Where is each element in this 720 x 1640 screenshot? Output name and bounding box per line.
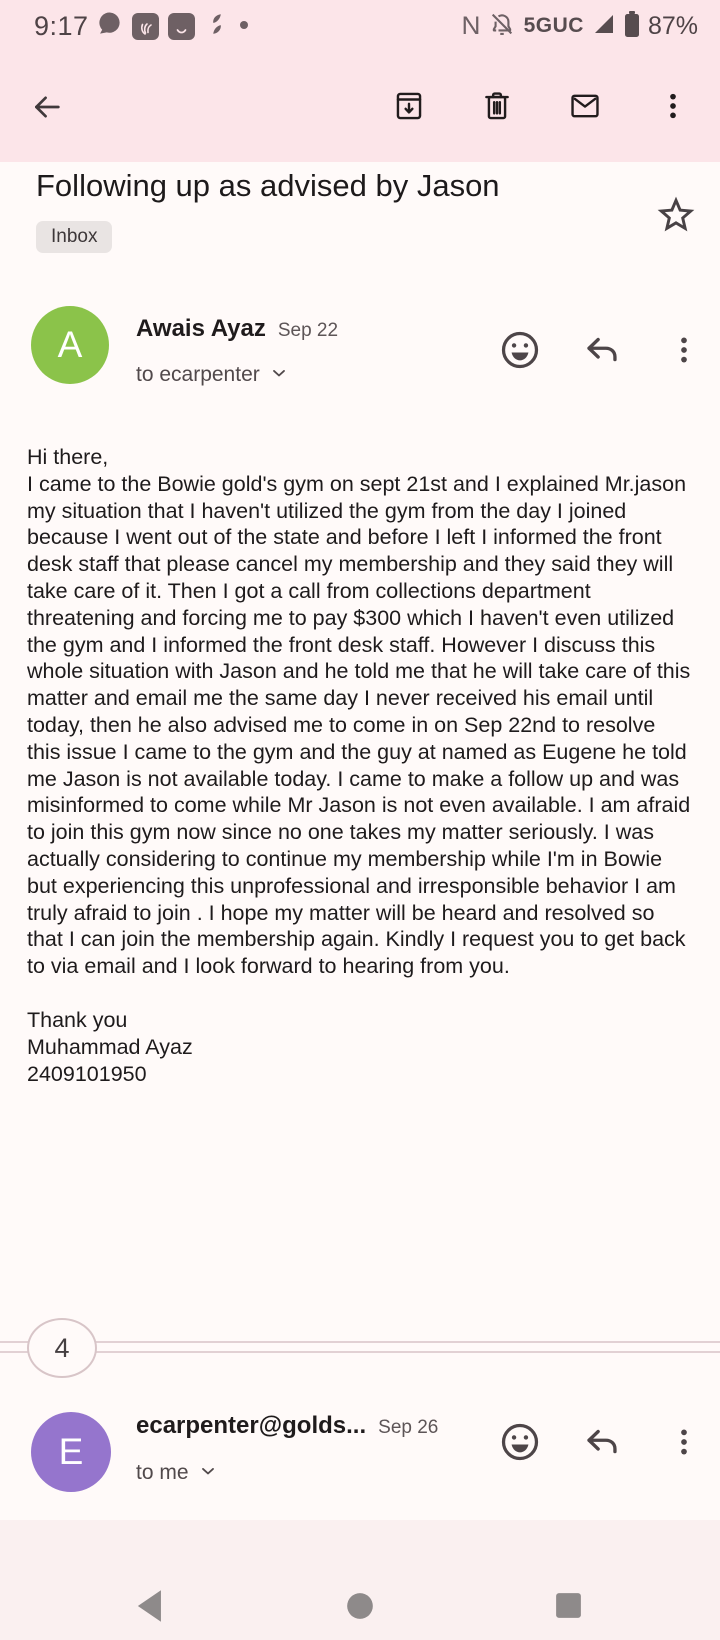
emoji-reaction-button[interactable] xyxy=(496,1420,544,1468)
nfc-icon: N xyxy=(461,11,481,40)
collapsed-divider-line xyxy=(0,1341,720,1343)
system-status-icons xyxy=(462,0,698,52)
battery-icon xyxy=(624,10,640,43)
emoji-reaction-icon xyxy=(497,327,543,378)
signature-block xyxy=(27,1007,694,1087)
delete-button[interactable] xyxy=(473,82,521,130)
bag-notification-icon xyxy=(168,13,195,40)
archive-icon xyxy=(392,89,426,123)
clock: 9:17 xyxy=(34,11,89,41)
emoji-reaction-button[interactable] xyxy=(496,328,544,376)
signature-phone: 2409101950 xyxy=(27,1061,147,1086)
subject-title: Following up as advised by Jason xyxy=(36,168,500,203)
network-type-label: 5GUC xyxy=(523,14,584,37)
sender-name: Awais Ayaz xyxy=(136,315,266,342)
recipient-row[interactable] xyxy=(136,1458,218,1487)
reply-icon xyxy=(581,1421,623,1468)
message-actions xyxy=(496,328,708,376)
message-actions xyxy=(496,1420,708,1468)
collapsed-messages-button[interactable] xyxy=(27,1318,97,1378)
overflow-menu-icon xyxy=(666,332,702,373)
star-button[interactable] xyxy=(652,192,700,240)
recipient-text: to ecarpenter xyxy=(136,362,260,386)
recipient-row[interactable] xyxy=(136,360,289,389)
nav-home-icon xyxy=(346,1592,374,1625)
overflow-menu-icon xyxy=(666,1424,702,1465)
chevron-down-icon xyxy=(269,360,289,389)
message-overflow-button[interactable] xyxy=(660,1420,708,1468)
battery-percent-label: 87% xyxy=(647,11,698,40)
nav-recents-icon xyxy=(555,1592,582,1624)
archive-button[interactable] xyxy=(385,82,433,130)
avatar-letter: E xyxy=(58,1431,84,1472)
nav-recents-button[interactable] xyxy=(540,1580,596,1636)
inbox-label-text: Inbox xyxy=(51,226,98,247)
notification-overflow-dot xyxy=(239,17,249,35)
signal-icon xyxy=(592,12,616,41)
app-notification-icon xyxy=(132,13,159,40)
reply-icon xyxy=(581,329,623,376)
reply-button[interactable] xyxy=(578,1420,626,1468)
back-arrow-icon xyxy=(30,90,64,124)
android-nav-bar xyxy=(0,1520,720,1640)
star-outline-icon xyxy=(654,192,698,241)
chevron-down-icon xyxy=(198,1458,218,1487)
sender-line xyxy=(136,1412,438,1440)
inbox-label-chip[interactable] xyxy=(36,221,112,253)
reply-button[interactable] xyxy=(578,328,626,376)
emoji-reaction-icon xyxy=(497,1419,543,1470)
sender-avatar[interactable] xyxy=(31,306,109,384)
avatar-letter: A xyxy=(57,324,83,365)
email-body xyxy=(27,444,694,1087)
overflow-menu-icon xyxy=(656,89,690,123)
message-overflow-button[interactable] xyxy=(660,328,708,376)
back-button[interactable] xyxy=(23,83,71,131)
mark-unread-button[interactable] xyxy=(561,82,609,130)
chat-notification-icon xyxy=(96,10,123,42)
notifications-off-icon xyxy=(488,10,516,43)
body-greeting: Hi there, xyxy=(27,445,109,469)
sender-line xyxy=(136,315,338,343)
message-date: Sep 26 xyxy=(378,1417,439,1438)
collapsed-count: 4 xyxy=(54,1332,70,1363)
notification-icons xyxy=(96,10,249,42)
nav-back-icon xyxy=(135,1589,165,1628)
sender-name: ecarpenter@golds... xyxy=(136,1412,367,1439)
swirl-notification-icon xyxy=(204,11,230,42)
app-bar-overflow-button[interactable] xyxy=(649,82,697,130)
mark-unread-icon xyxy=(568,89,602,123)
nav-home-button[interactable] xyxy=(332,1580,388,1636)
signature-thanks: Thank you xyxy=(27,1007,128,1032)
signature-name: Muhammad Ayaz xyxy=(27,1034,193,1059)
body-paragraph: I came to the Bowie gold's gym on sept 21st and I explained Mr.jason my situation that I haven't utilized the gym from the day I joined because I went out of the state and before I left I informed the front desk staff that please cancel my membership and they said they will take care of it. Then I got a call from collections department threatening and forcing me to pay $300 which I haven't even utilized the gym and I informed the front desk staff. However I discuss this whole situation with Jason and he told me that he will take care of this matter and email me the same day I never received his email until today, then he also advised me to come in on Sep 22nd to resolve this issue I came to the gym and the guy at named as Eugene he told me Jason is not available today. I came to make a follow up and was misinformed to come while Mr Jason is not even available. I am afraid to join this gym now since no one takes my matter seriously. I was actually considering to continue my membership while I'm in Bowie but experiencing this unprofessional and irresponsible behavior I am truly afraid to join . I hope my matter will be heard and resolved so that I can join the membership again. Kindly I request you to get back to via email and I look forward to hearing from you. xyxy=(27,471,691,979)
message-date: Sep 22 xyxy=(277,320,339,341)
app-bar xyxy=(0,52,720,162)
sender-avatar[interactable] xyxy=(31,1412,111,1492)
recipient-text: to me xyxy=(136,1460,189,1484)
collapsed-divider-line xyxy=(0,1351,720,1353)
nav-back-button[interactable] xyxy=(122,1580,178,1636)
delete-icon xyxy=(480,89,514,123)
status-bar xyxy=(0,0,720,52)
